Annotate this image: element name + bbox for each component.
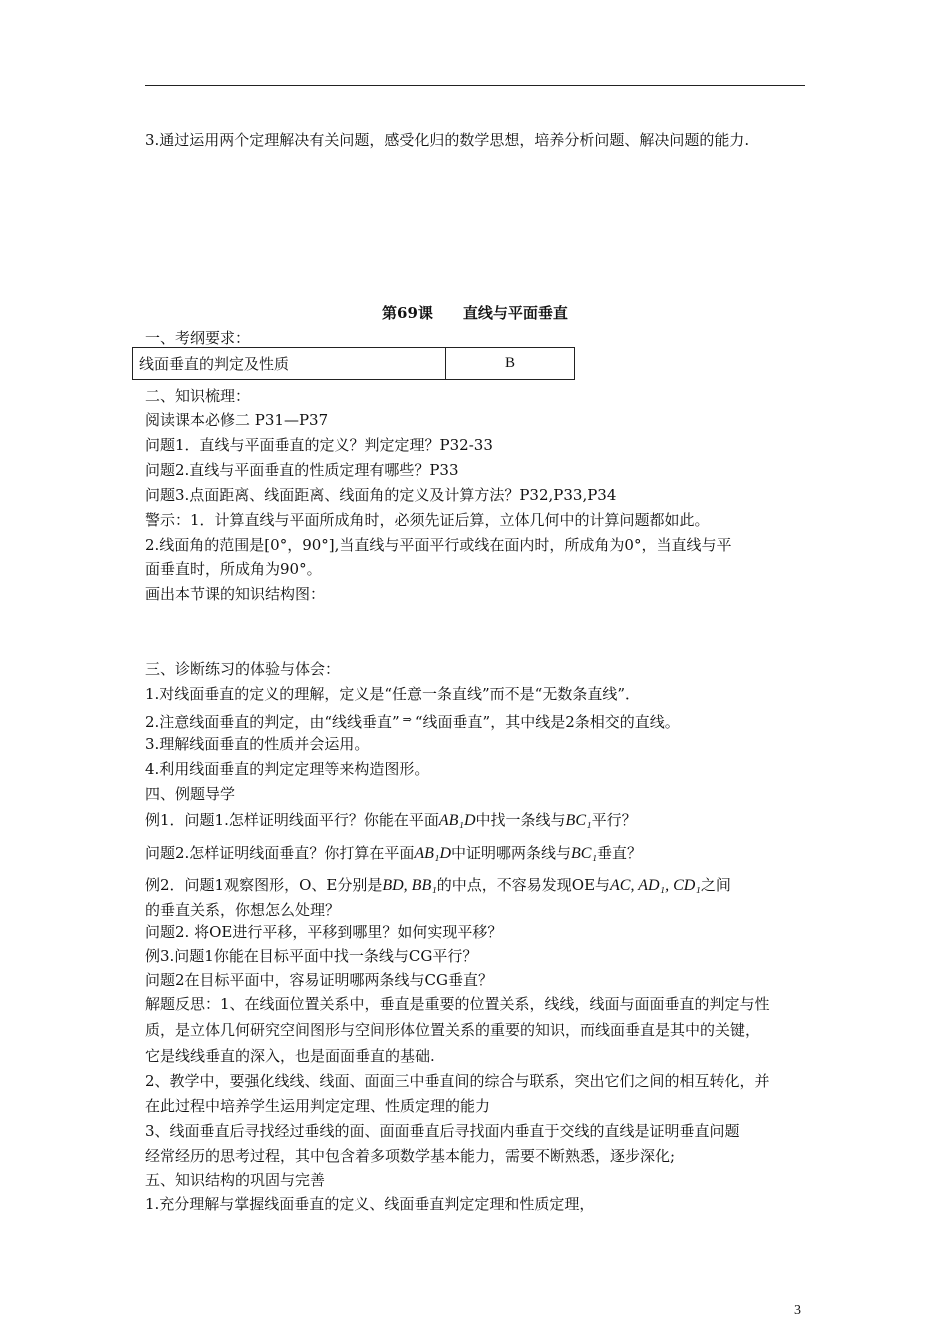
- ex1-q1-text-a: 例1．问题1.怎样证明线面平行？你能在平面: [145, 811, 439, 829]
- section2-line: 问题3.点面距离、线面距离、线面角的定义及计算方法？P32,P33,P34: [145, 486, 617, 504]
- example2-line2: 的垂直关系，你想怎么处理？: [145, 901, 341, 919]
- table-row: [133, 348, 575, 380]
- reflection-line: 在此过程中培养学生运用判定定理、性质定理的能力: [145, 1097, 491, 1115]
- page-number: 3: [794, 1303, 801, 1318]
- section2-heading: 二、知识梳理：: [145, 387, 251, 405]
- section2-line: 问题1．直线与平面垂直的定义？判定定理？P32-33: [145, 436, 493, 454]
- objective-3: 3.通过运用两个定理解决有关问题，感受化归的数学思想，培养分析问题、解决问题的能力.: [145, 131, 750, 149]
- reflection-line: 解题反思：1、在线面位置关系中，垂直是重要的位置关系，线线，线面与面面垂直的判定与性: [145, 995, 770, 1013]
- section2-line: 面垂直时，所成角为90°。: [145, 560, 322, 578]
- math-line-bc1: BC₁: [571, 845, 598, 862]
- example1-question2: [145, 843, 642, 864]
- table-cell-level: B: [446, 348, 575, 380]
- math-bd-bb1: BD, BB₁: [382, 877, 437, 894]
- section4-heading: 四、例题导学: [145, 785, 236, 803]
- example2-question2: 问题2. 将OE进行平移，平移到哪里？如何实现平移？: [145, 923, 503, 941]
- ex1-q1-text-c: 平行？: [591, 811, 637, 829]
- syllabus-table: [132, 347, 575, 380]
- section1-heading: 一、考纲要求：: [145, 329, 251, 347]
- section3-item-4: 4.利用线面垂直的判定定理等来构造图形。: [145, 760, 430, 778]
- section2-line: 问题2.直线与平面垂直的性质定理有哪些？P33: [145, 461, 459, 479]
- reflection-line: 经常经历的思考过程，其中包含着多项数学基本能力，需要不断熟悉，逐步深化;: [145, 1147, 676, 1165]
- section3-item-1: 1.对线面垂直的定义的理解，定义是“任意一条直线”而不是“无数条直线”．: [145, 685, 640, 703]
- implies-arrow: ⇒: [402, 713, 412, 726]
- section5-item-1: 1.充分理解与掌握线面垂直的定义、线面垂直判定定理和性质定理，: [145, 1195, 595, 1213]
- lesson-title: 第69课 直线与平面垂直: [382, 304, 568, 322]
- section3-heading: 三、诊断练习的体验与体会：: [145, 660, 341, 678]
- header-rule: [145, 85, 805, 86]
- ex1-q2-text-b: 中证明哪两条线与: [451, 844, 572, 862]
- math-plane-ab1d: AB₁D: [414, 845, 451, 862]
- section3-item-2: [145, 710, 680, 732]
- math-ac-ad1-cd1: AC, AD₁, CD₁: [610, 877, 701, 894]
- ex2-text-c: 之间: [700, 876, 731, 894]
- section2-line: 阅读课本必修二 P31—P37: [145, 411, 329, 429]
- ex2-text-a: 例2．问题1观察图形，O、E分别是: [145, 876, 383, 894]
- reflection-line: 它是线线垂直的深入，也是面面垂直的基础.: [145, 1047, 435, 1065]
- section2-line: 警示：1．计算直线与平面所成角时，必须先证后算，立体几何中的计算问题都如此。: [145, 511, 710, 529]
- example1-question1: [145, 810, 637, 831]
- item2-text-b: “线面垂直”，其中线是2条相交的直线。: [414, 713, 680, 731]
- example3-question1: 例3.问题1你能在目标平面中找一条线与CG平行？: [145, 947, 478, 965]
- reflection-line: 质，是立体几何研究空间图形与空间形体位置关系的重要的知识，而线面垂直是其中的关键，: [145, 1021, 761, 1039]
- reflection-line: 3、线面垂直后寻找经过垂线的面、面面垂直后寻找面内垂直于交线的直线是证明垂直问题: [145, 1122, 740, 1140]
- table-cell-item: 线面垂直的判定及性质: [133, 348, 446, 380]
- section2-line: 2.线面角的范围是[0°，90°],当直线与平面平行或线在面内时，所成角为0°，当直线与平: [145, 536, 732, 554]
- section5-heading: 五、知识结构的巩固与完善: [145, 1171, 326, 1189]
- item2-text-a: 2.注意线面垂直的判定，由“线线垂直”: [145, 713, 400, 731]
- reflection-line: 2、教学中，要强化线线、线面、面面三中垂直间的综合与联系，突出它们之间的相互转化，并: [145, 1072, 770, 1090]
- ex1-q2-text-c: 垂直？: [597, 844, 643, 862]
- section2-line: 画出本节课的知识结构图：: [145, 585, 326, 603]
- example2-question1: [145, 875, 731, 896]
- ex1-q2-text-a: 问题2.怎样证明线面垂直？你打算在平面: [145, 844, 415, 862]
- ex1-q1-text-b: 中找一条线与: [475, 811, 566, 829]
- section3-item-3: 3.理解线面垂直的性质并会运用。: [145, 735, 370, 753]
- math-plane-ab1d: AB₁D: [438, 812, 476, 829]
- example3-question2: 问题2在目标平面中，容易证明哪两条线与CG垂直？: [145, 971, 494, 989]
- ex2-text-b: 的中点，不容易发现OE与: [436, 876, 611, 894]
- math-line-bc1: BC₁: [565, 812, 592, 829]
